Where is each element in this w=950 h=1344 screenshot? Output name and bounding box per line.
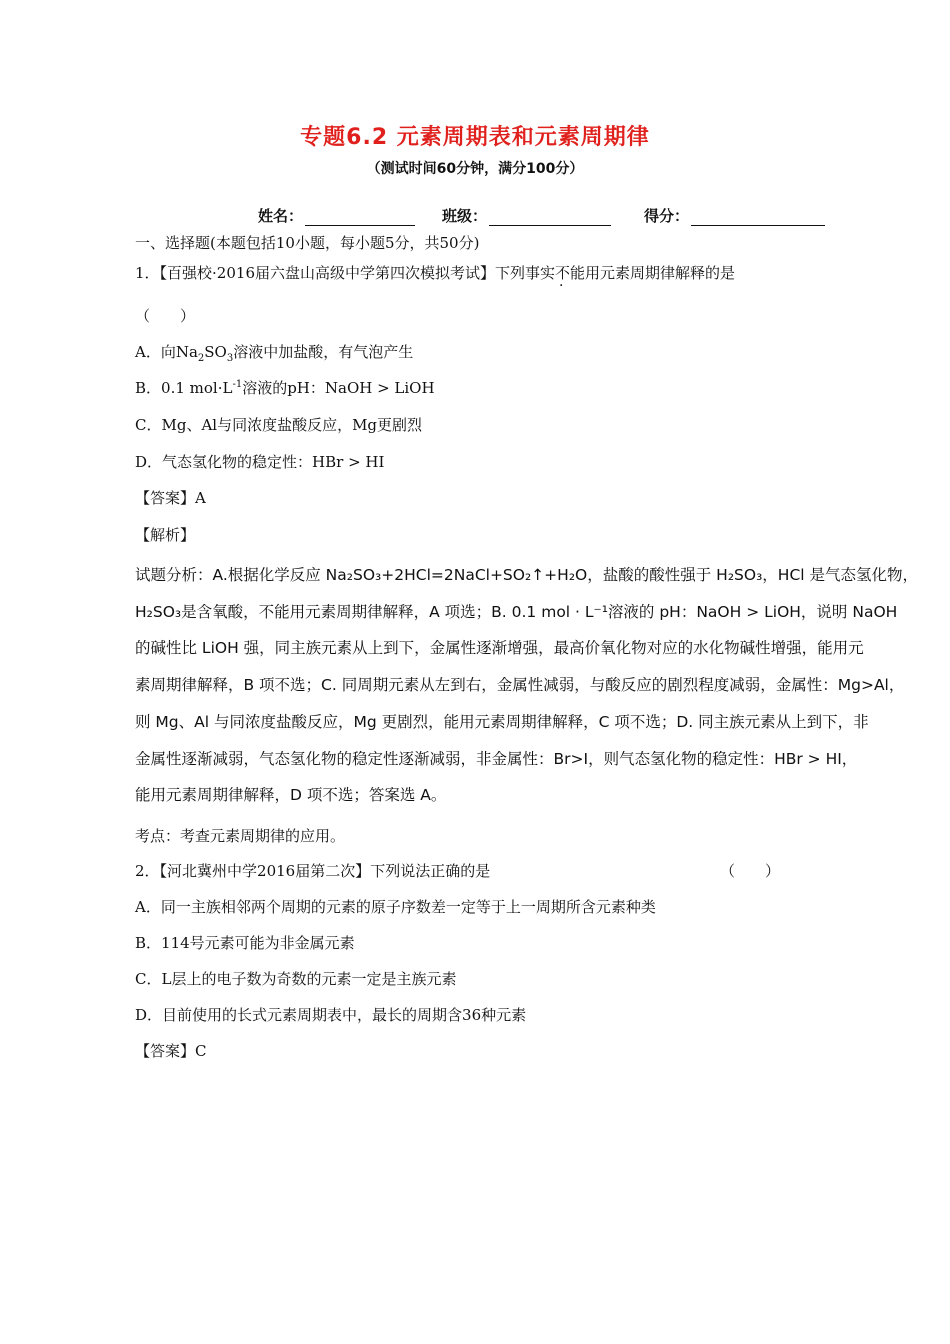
class-blank: [489, 207, 611, 226]
analysis-line: 素周期律解释，B 项不选；C. 同周期元素从左到右，金属性减弱，与酸反应的剧烈程度减弱，金属性：Mg>Al，: [135, 676, 905, 695]
analysis-line: H₂SO₃是含氧酸，不能用元素周期律解释，A 项选；B. 0.1 mol · L⁻¹溶液的 pH：NaOH > LiOH，说明 NaOH: [135, 602, 898, 621]
q1-analysis-label: 【解析】: [135, 526, 196, 544]
q2-answer: 【答案】C: [135, 1042, 207, 1060]
q1-stem-emphasis: 不能: [555, 264, 586, 282]
analysis-line: 金属性逐渐减弱，气态氢化物的稳定性逐渐减弱，非金属性：Br>I，则气态氢化物的稳定性：HBr > HI，: [135, 749, 858, 768]
q1-option-c: C．Mg、Al与同浓度盐酸反应，Mg更剧烈: [135, 416, 423, 434]
q1-option-b: [135, 377, 435, 398]
name-label: 姓名：: [258, 207, 304, 225]
q2-option-d: D．目前使用的长式元素周期表中，最长的周期含36种元素: [135, 1006, 527, 1024]
analysis-line: 的碱性比 LiOH 强，同主族元素从上到下，金属性逐渐增强，最高价氧化物对应的水化物碱性增强，能用元: [135, 639, 864, 658]
q2-bracket: （ ）: [720, 862, 781, 880]
q1-stem: [135, 262, 735, 283]
q1-stem-a: 1．【百强校·2016届六盘山高级中学第四次模拟考试】下列事实: [135, 264, 555, 282]
section-header: 一、选择题(本题包括10小题，每小题5分，共50分): [135, 234, 480, 252]
score-blank: [691, 207, 825, 226]
class-field: [442, 205, 611, 226]
q1-analysis: [135, 557, 918, 814]
q1-option-a-part1: A．向Na: [135, 343, 198, 361]
analysis-line: 试题分析：A.根据化学反应 Na₂SO₃+2HCl=2NaCl+SO₂↑+H₂O，盐酸的酸性强于 H₂SO₃，HCl 是气态氢化物，: [135, 566, 918, 584]
page-subtitle: （测试时间60分钟，满分100分）: [366, 161, 584, 177]
q1-option-b-part2: 溶液的pH：NaOH > LiOH: [242, 379, 435, 397]
score-label: 得分：: [644, 207, 690, 225]
q2-option-b: B．114号元素可能为非金属元素: [135, 934, 355, 952]
student-info-row: [258, 205, 838, 227]
q1-option-b-part1: B．0.1 mol·L: [135, 379, 233, 397]
class-label: 班级：: [442, 207, 488, 225]
q2-option-a: A．同一主族相邻两个周期的元素的原子序数差一定等于上一周期所含元素种类: [135, 898, 656, 916]
q1-option-a-part2: SO: [204, 343, 227, 361]
analysis-line: 则 Mg、Al 与同浓度盐酸反应，Mg 更剧烈，能用元素周期律解释，C 项不选；D. 同主族元素从上到下，非: [135, 712, 869, 731]
q1-option-a-sub2: 3: [226, 353, 234, 364]
q1-option-a-part3: 溶液中加盐酸，有气泡产生: [233, 343, 414, 361]
q1-option-d: D．气态氢化物的稳定性：HBr > HI: [135, 453, 385, 471]
q1-kaodian: 考点：考查元素周期律的应用。: [135, 827, 346, 845]
score-field: [644, 205, 825, 226]
q1-stem-b: 用元素周期律解释的是: [585, 264, 736, 282]
q1-option-b-sup: -1: [232, 379, 243, 390]
name-blank: [305, 207, 415, 226]
q2-stem: 2．【河北冀州中学2016届第二次】下列说法正确的是: [135, 862, 491, 880]
q1-option-a: [135, 341, 413, 362]
q1-bracket: （ ）: [135, 307, 196, 325]
q2-option-c: C．L层上的电子数为奇数的元素一定是主族元素: [135, 970, 457, 988]
q1-answer: 【答案】A: [135, 489, 206, 507]
page-title: 专题6.2 元素周期表和元素周期律: [300, 125, 650, 150]
name-field: [258, 205, 415, 226]
q1-option-a-sub1: 2: [197, 353, 205, 364]
analysis-line: 能用元素周期律解释，D 项不选；答案选 A。: [135, 786, 447, 805]
